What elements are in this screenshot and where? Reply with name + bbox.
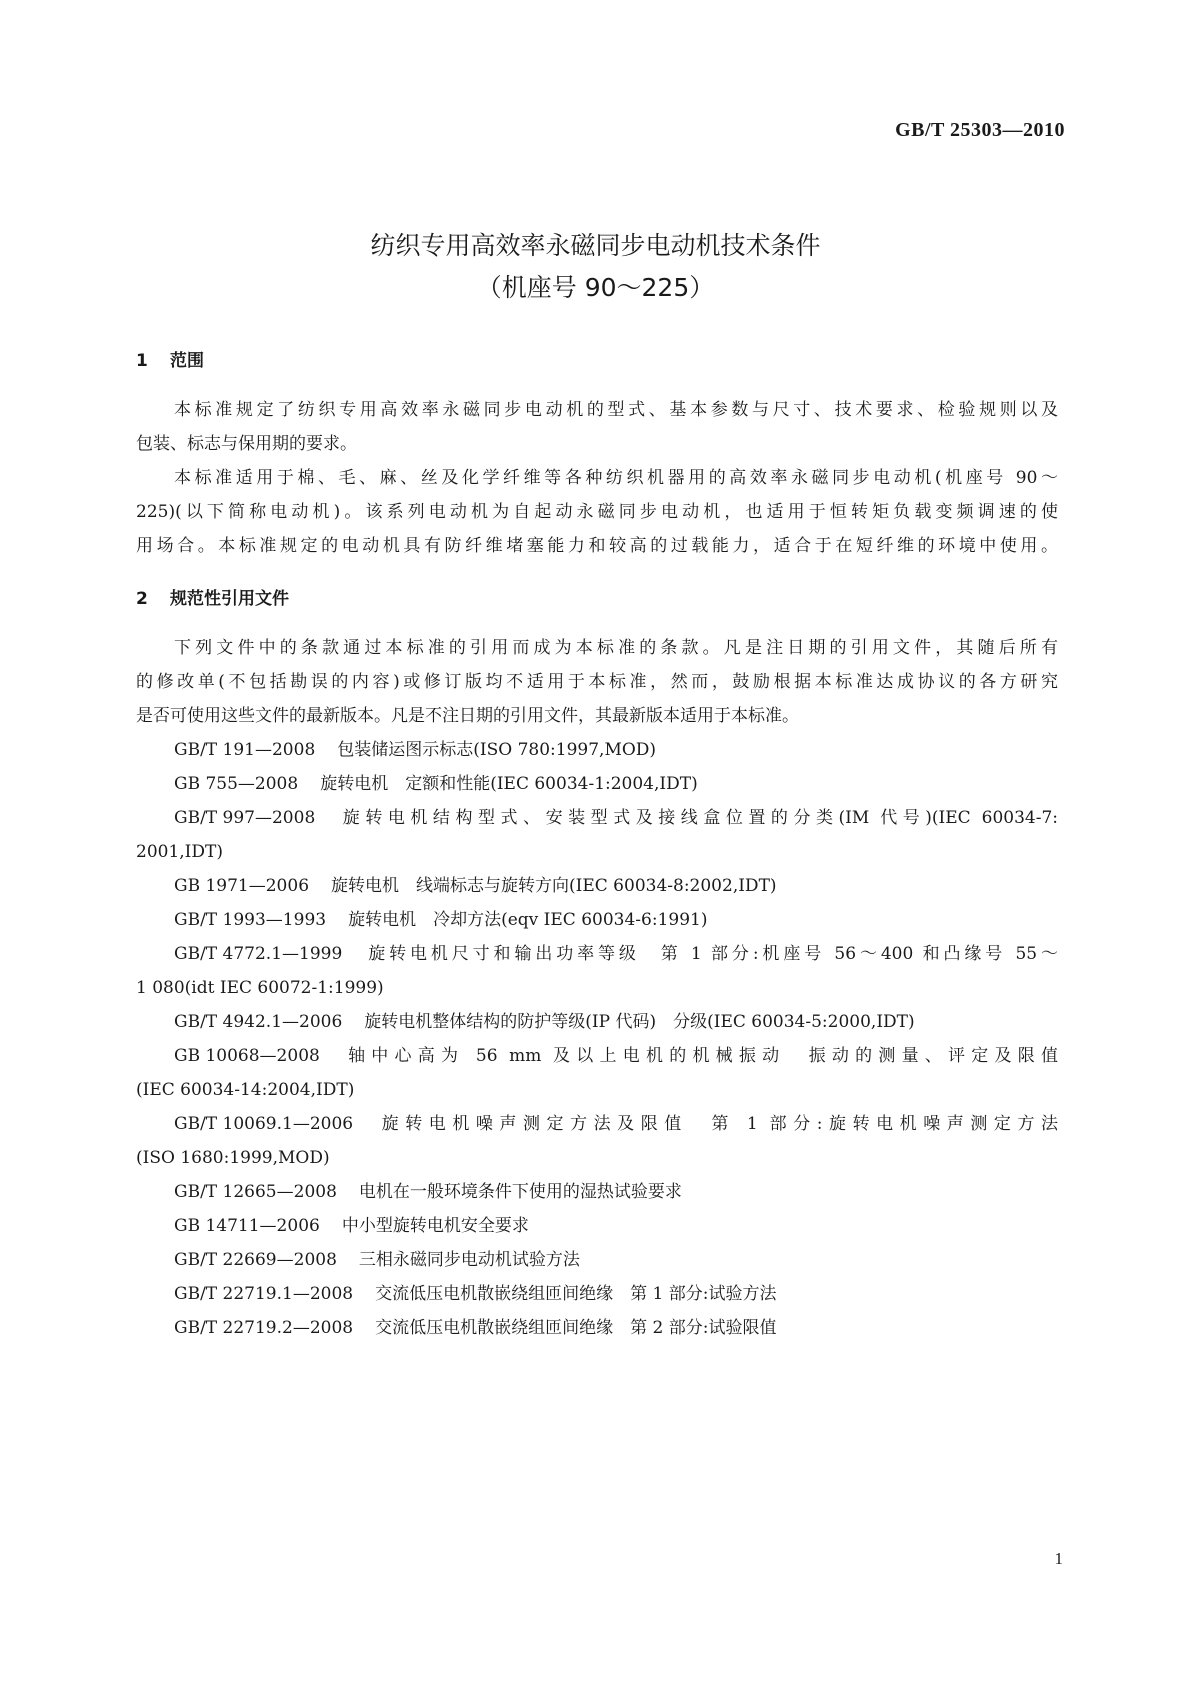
reference-code: GB/T 10069.1—2006 [174, 1114, 354, 1134]
reference-title: 电机在一般环境条件下使用的湿热试验要求 [358, 1182, 682, 1202]
section-1-para-1-line-1: 本标准规定了纺织专用高效率永磁同步电动机的型式、基本参数与尺寸、技术要求、检验规则以及 [174, 400, 1058, 420]
reference-title: 旋转电机噪声测定方法及限值 第 1 部分:旋转电机噪声测定方法 [375, 1114, 1058, 1134]
reference-title: 旋转电机 冷却方法(eqv IEC 60034-6:1991) [348, 910, 708, 930]
section-2-intro-line-2: 的修改单(不包括勘误的内容)或修订版均不适用于本标准，然而，鼓励根据本标准达成协议的各方研究 [136, 672, 1058, 692]
reference-code: GB/T 191—2008 [174, 740, 316, 760]
section-2-intro-line-1: 下列文件中的条款通过本标准的引用而成为本标准的条款。凡是注日期的引用文件，其随后所有 [174, 638, 1058, 658]
reference-code: GB/T 1993—1993 [174, 910, 327, 930]
reference-item [174, 1045, 1058, 1067]
title-line-1: 纺织专用高效率永磁同步电动机技术条件 [370, 231, 821, 260]
reference-title: 旋转电机 定额和性能(IEC 60034-1:2004,IDT) [320, 774, 698, 794]
reference-code: GB/T 22719.1—2008 [174, 1284, 354, 1304]
reference-title: 旋转电机整体结构的防护等级(IP 代码) 分级(IEC 60034-5:2000,IDT) [364, 1012, 915, 1032]
reference-item [174, 1011, 915, 1033]
reference-item [174, 1249, 580, 1271]
reference-title: 旋转电机尺寸和输出功率等级 第 1 部分:机座号 56～400 和凸缘号 55～ [364, 944, 1058, 964]
reference-item [174, 739, 656, 761]
page-number: 1 [1054, 1549, 1063, 1568]
section-1-para-1-line-2: 包装、标志与保用期的要求。 [136, 434, 357, 454]
section-1-para-2-line-3: 用场合。本标准规定的电动机具有防纤维堵塞能力和较高的过载能力，适合于在短纤维的环境中使用。 [136, 536, 1058, 556]
section-2-title: 规范性引用文件 [170, 589, 289, 609]
reference-title: 交流低压电机散嵌绕组匝间绝缘 第 1 部分:试验方法 [375, 1284, 777, 1304]
reference-title: 三相永磁同步电动机试验方法 [358, 1250, 580, 1270]
reference-item [174, 909, 707, 931]
reference-item [174, 1113, 1058, 1135]
reference-title: 交流低压电机散嵌绕组匝间绝缘 第 2 部分:试验限值 [375, 1318, 777, 1338]
section-1-para-2-line-2: 225)(以下简称电动机)。该系列电动机为自起动永磁同步电动机，也适用于恒转矩负载变频调速的使 [136, 502, 1058, 522]
reference-title: 中小型旋转电机安全要求 [341, 1216, 529, 1236]
reference-title: 旋转电机 线端标志与旋转方向(IEC 60034-8:2002,IDT) [331, 876, 777, 896]
title-line-2: （机座号 90～225） [476, 273, 715, 302]
reference-continuation: (IEC 60034-14:2004,IDT) [136, 1080, 355, 1100]
reference-continuation: 1 080(idt IEC 60072-1:1999) [136, 978, 384, 998]
reference-code: GB/T 12665—2008 [174, 1182, 337, 1202]
reference-title: 旋转电机结构型式、安装型式及接线盒位置的分类(IM 代号)(IEC 60034-7: [337, 808, 1058, 828]
reference-item [174, 773, 698, 795]
reference-item [174, 1317, 776, 1339]
reference-item [174, 943, 1058, 965]
section-1-number: 1 [136, 351, 148, 371]
reference-item [174, 1181, 682, 1203]
reference-code: GB 755—2008 [174, 774, 299, 794]
reference-code: GB 14711—2006 [174, 1216, 320, 1236]
section-1-heading [136, 346, 204, 371]
reference-item [174, 1215, 529, 1237]
section-1-para-2-line-1: 本标准适用于棉、毛、麻、丝及化学纤维等各种纺织机器用的高效率永磁同步电动机(机座号 90～ [174, 468, 1058, 488]
reference-code: GB/T 997—2008 [174, 808, 316, 828]
reference-item [174, 807, 1058, 829]
reference-continuation: 2001,IDT) [136, 842, 223, 862]
reference-title: 轴中心高为 56 mm 及以上电机的机械振动 振动的测量、评定及限值 [341, 1046, 1058, 1066]
section-2-heading [136, 584, 289, 609]
reference-code: GB 10068—2008 [174, 1046, 320, 1066]
reference-continuation: (ISO 1680:1999,MOD) [136, 1148, 330, 1168]
reference-code: GB/T 4772.1—1999 [174, 944, 343, 964]
section-1-title: 范围 [170, 351, 204, 371]
reference-code: GB/T 22719.2—2008 [174, 1318, 354, 1338]
reference-item [174, 875, 777, 897]
reference-item [174, 1283, 776, 1305]
standard-code: GB/T 25303—2010 [895, 119, 1065, 141]
section-2-intro-line-3: 是否可使用这些文件的最新版本。凡是不注日期的引用文件，其最新版本适用于本标准。 [136, 706, 799, 726]
reference-code: GB/T 22669—2008 [174, 1250, 337, 1270]
reference-title: 包装储运图示标志(ISO 780:1997,MOD) [337, 740, 657, 760]
reference-code: GB/T 4942.1—2006 [174, 1012, 343, 1032]
section-2-number: 2 [136, 589, 148, 609]
reference-code: GB 1971—2006 [174, 876, 310, 896]
